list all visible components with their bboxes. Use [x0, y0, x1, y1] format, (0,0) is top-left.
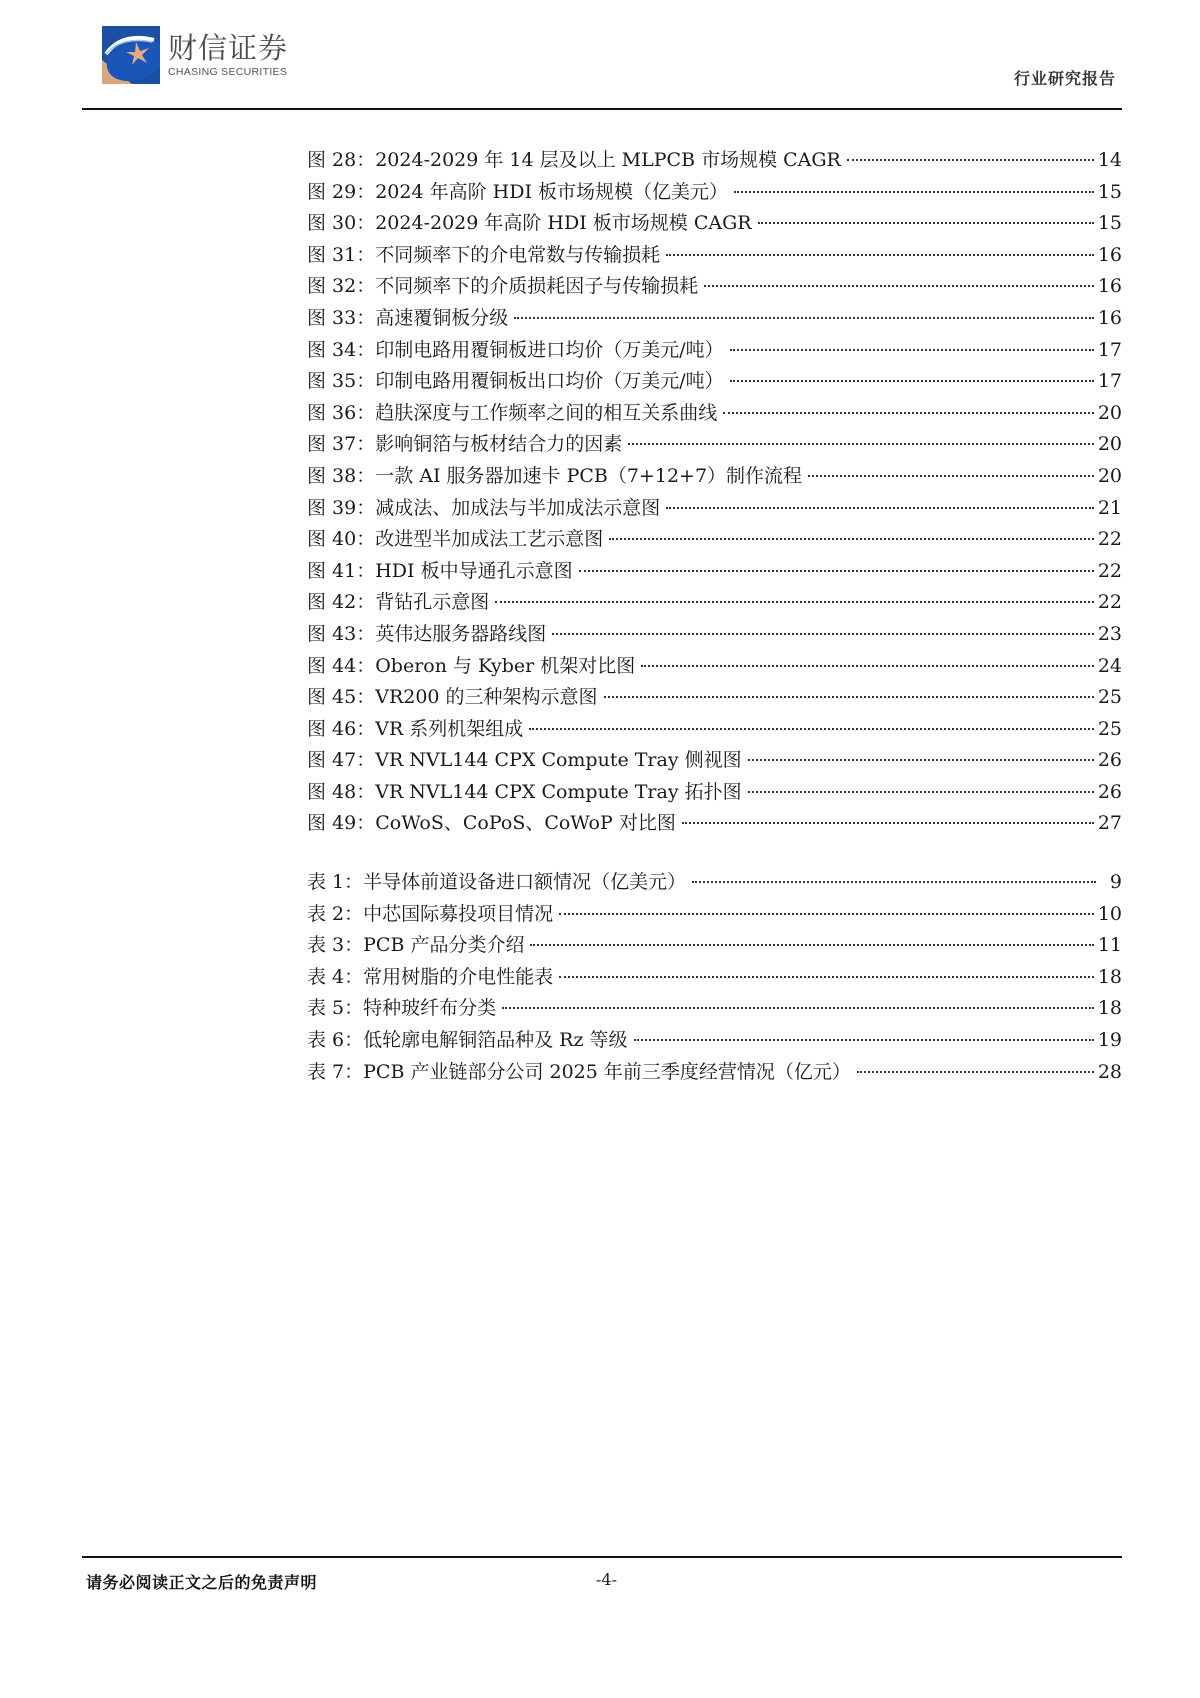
toc-entry-title[interactable]: CoWoS、CoPoS、CoWoP 对比图	[375, 812, 676, 835]
dot-leader	[666, 507, 1094, 509]
dot-leader	[730, 349, 1094, 351]
figure-toc-entry[interactable]	[307, 240, 1122, 272]
toc-page-number[interactable]: 20	[1097, 401, 1122, 424]
toc-page-number[interactable]: 16	[1097, 275, 1122, 298]
figure-toc-entry[interactable]	[307, 271, 1122, 303]
toc-entry-number: 图 30：	[307, 212, 376, 235]
toc-entry-number: 图 28：	[307, 149, 376, 171]
toc-entry-title[interactable]: 印制电路用覆铜板出口均价（万美元/吨）	[375, 370, 724, 393]
toc-page-number[interactable]: 9	[1109, 871, 1122, 893]
toc-entry-number: 图 39：	[307, 496, 376, 519]
figure-toc-entry[interactable]	[307, 208, 1122, 240]
toc-entry-title[interactable]: PCB 产业链部分公司 2025 年前三季度经营情况（亿元）	[363, 1060, 851, 1083]
toc-entry-title[interactable]: HDI 板中导通孔示意图	[375, 559, 573, 582]
figure-toc-entry[interactable]	[307, 556, 1122, 588]
figure-toc-entry[interactable]	[307, 714, 1122, 746]
toc-entry-number: 图 40：	[307, 528, 376, 551]
toc-entry-number: 图 41：	[307, 559, 376, 582]
toc-entry-title[interactable]: 英伟达服务器路线图	[375, 622, 547, 645]
toc-page-number[interactable]: 15	[1097, 180, 1122, 203]
page-header	[0, 0, 1200, 112]
toc-entry-title[interactable]: VR 系列机架组成	[375, 717, 524, 740]
figure-toc-entry[interactable]	[307, 777, 1122, 809]
figure-toc-entry[interactable]	[307, 524, 1122, 556]
toc-entry-number: 图 32：	[307, 275, 376, 298]
figure-toc-entry[interactable]	[307, 493, 1122, 525]
report-type-label: 行业研究报告	[1013, 69, 1116, 88]
dot-leader	[704, 285, 1094, 287]
toc-entry-title[interactable]: 改进型半加成法工艺示意图	[375, 528, 604, 551]
toc-entry-title[interactable]: 特种玻纤布分类	[363, 997, 497, 1020]
toc-page-number[interactable]: 10	[1097, 902, 1122, 925]
toc-page-number[interactable]: 22	[1097, 591, 1122, 614]
disclaimer-notice: 请务必阅读正文之后的免责声明	[86, 1573, 318, 1592]
table-toc-entry[interactable]	[307, 899, 1122, 931]
toc-entry-number: 图 38：	[307, 464, 376, 487]
toc-entry-number: 图 46：	[307, 717, 376, 740]
toc-page-number[interactable]: 18	[1097, 997, 1122, 1020]
table-toc-entry[interactable]	[307, 930, 1122, 962]
dot-leader	[559, 913, 1094, 915]
dot-leader	[758, 222, 1094, 224]
dot-leader	[692, 881, 1096, 883]
toc-entry-number: 图 42：	[307, 591, 376, 614]
toc-entry-number: 表 5：	[307, 997, 364, 1020]
dot-leader	[502, 1007, 1094, 1009]
figure-list	[307, 145, 1122, 840]
toc-entry-title[interactable]: 不同频率下的介电常数与传输损耗	[375, 243, 661, 266]
toc-entry-title[interactable]: 2024-2029 年高阶 HDI 板市场规模 CAGR	[375, 212, 752, 235]
toc-page-number[interactable]: 22	[1097, 559, 1122, 582]
toc-page-number[interactable]: 16	[1097, 243, 1122, 266]
toc-entry-number: 表 3：	[307, 934, 364, 957]
dot-leader	[559, 976, 1094, 978]
toc-page-number[interactable]: 17	[1097, 370, 1122, 393]
toc-page-number[interactable]: 27	[1097, 812, 1122, 835]
toc-page-number[interactable]: 16	[1097, 306, 1122, 329]
logo-mark-icon	[102, 26, 160, 84]
toc-entry-title[interactable]: 中芯国际募投项目情况	[363, 902, 554, 925]
dot-leader	[748, 791, 1094, 793]
figure-toc-entry[interactable]	[307, 177, 1122, 209]
figure-toc-entry[interactable]	[307, 366, 1122, 398]
toc-page-number[interactable]: 14	[1097, 149, 1122, 171]
toc-entry-number: 图 35：	[307, 370, 376, 393]
table-list	[307, 867, 1122, 1088]
dot-leader	[604, 696, 1094, 698]
toc-entry-number: 表 6：	[307, 1028, 364, 1051]
logo-english-name: CHASING SECURITIES	[168, 66, 288, 78]
toc-entry-number: 图 49：	[307, 812, 376, 835]
dot-leader	[682, 822, 1094, 824]
dot-leader	[808, 475, 1094, 477]
dot-leader	[628, 443, 1094, 445]
toc-entry-title[interactable]: 影响铜箔与板材结合力的因素	[375, 433, 623, 456]
figure-toc-entry[interactable]	[307, 429, 1122, 461]
toc-page-number[interactable]: 26	[1097, 749, 1122, 772]
toc-entry-number: 图 29：	[307, 180, 376, 203]
toc-page-number[interactable]: 17	[1097, 338, 1122, 361]
toc-entry-number: 图 48：	[307, 780, 376, 803]
toc-entry-title[interactable]: VR NVL144 CPX Compute Tray 拓扑图	[375, 780, 742, 803]
figure-toc-entry[interactable]	[307, 145, 1122, 177]
dot-leader	[730, 380, 1094, 382]
table-toc-entry[interactable]	[307, 867, 1122, 899]
logo-chinese-name: 财信证券	[168, 31, 289, 65]
toc-entry-title[interactable]: 低轮廓电解铜箔品种及 Rz 等级	[363, 1028, 628, 1051]
toc-page-number[interactable]: 24	[1097, 654, 1122, 677]
dot-leader	[748, 759, 1094, 761]
toc-entry-title[interactable]: 趋肤深度与工作频率之间的相互关系曲线	[375, 401, 718, 424]
dot-leader	[609, 538, 1094, 540]
header-divider	[82, 108, 1122, 110]
toc-entry-title[interactable]: PCB 产品分类介绍	[363, 934, 525, 957]
dot-leader	[666, 254, 1094, 256]
toc-entry-number: 表 4：	[307, 965, 364, 988]
toc-entry-number: 图 44：	[307, 654, 376, 677]
toc-page-number[interactable]: 19	[1097, 1028, 1122, 1051]
toc-entry-title[interactable]: 背钻孔示意图	[375, 591, 490, 614]
toc-page-number[interactable]: 28	[1097, 1060, 1122, 1083]
toc-entry-title[interactable]: 2024-2029 年 14 层及以上 MLPCB 市场规模 CAGR	[375, 149, 841, 171]
toc-entry-title[interactable]: 高速覆铜板分级	[375, 306, 509, 329]
toc-entry-number: 表 1：	[307, 871, 364, 893]
toc-entry-title[interactable]: VR NVL144 CPX Compute Tray 侧视图	[375, 749, 742, 772]
toc-entry-title[interactable]: 半导体前道设备进口额情况（亿美元）	[363, 871, 687, 893]
toc-page-number[interactable]: 18	[1097, 965, 1122, 988]
toc-entry-number: 图 37：	[307, 433, 376, 456]
figure-toc-entry[interactable]	[307, 619, 1122, 651]
toc-page-number[interactable]: 25	[1097, 717, 1122, 740]
dot-leader	[495, 601, 1094, 603]
figure-toc-entry[interactable]	[307, 682, 1122, 714]
figure-toc-entry[interactable]	[307, 398, 1122, 430]
toc-page-number[interactable]: 20	[1097, 464, 1122, 487]
dot-leader	[552, 633, 1094, 635]
figure-toc-entry[interactable]	[307, 808, 1122, 840]
dot-leader	[723, 412, 1094, 414]
footer-divider	[82, 1556, 1122, 1558]
toc-page-number[interactable]: 15	[1097, 212, 1122, 235]
figure-toc-entry[interactable]	[307, 461, 1122, 493]
figure-toc-entry[interactable]	[307, 651, 1122, 683]
table-toc-entry[interactable]	[307, 962, 1122, 994]
toc-entry-number: 图 43：	[307, 622, 376, 645]
table-toc-entry[interactable]	[307, 1025, 1122, 1057]
toc-page-number[interactable]: 23	[1097, 622, 1122, 645]
toc-entry-number: 图 45：	[307, 686, 376, 709]
dot-leader	[641, 665, 1094, 667]
toc-entry-number: 表 7：	[307, 1060, 364, 1083]
toc-entry-number: 图 33：	[307, 306, 376, 329]
toc-entry-number: 表 2：	[307, 902, 364, 925]
toc-page-number[interactable]: 22	[1097, 528, 1122, 551]
toc-entry-title[interactable]: 减成法、加成法与半加成法示意图	[375, 496, 661, 519]
dot-leader	[847, 159, 1094, 161]
figure-toc-entry[interactable]	[307, 587, 1122, 619]
dot-leader	[579, 570, 1094, 572]
toc-entry-title[interactable]: 2024 年高阶 HDI 板市场规模（亿美元）	[375, 180, 728, 203]
toc-entry-title[interactable]: Oberon 与 Kyber 机架对比图	[375, 654, 636, 677]
figure-toc-entry[interactable]	[307, 335, 1122, 367]
toc-entry-title[interactable]: 一款 AI 服务器加速卡 PCB（7+12+7）制作流程	[375, 464, 803, 487]
figure-toc-entry[interactable]	[307, 745, 1122, 777]
toc-entry-title[interactable]: VR200 的三种架构示意图	[375, 686, 598, 709]
toc-entry-title[interactable]: 印制电路用覆铜板进口均价（万美元/吨）	[375, 338, 724, 361]
toc-page-number[interactable]: 21	[1097, 496, 1122, 519]
toc-page-number[interactable]: 25	[1097, 686, 1122, 709]
toc-entry-number: 图 47：	[307, 749, 376, 772]
table-toc-entry[interactable]	[307, 993, 1122, 1025]
table-toc-entry[interactable]	[307, 1057, 1122, 1089]
dot-leader	[529, 728, 1094, 730]
toc-page-number[interactable]: 11	[1097, 934, 1122, 957]
dot-leader	[857, 1071, 1094, 1073]
toc-entry-number: 图 31：	[307, 243, 376, 266]
toc-entry-number: 图 34：	[307, 338, 376, 361]
dot-leader	[530, 944, 1093, 946]
toc-page-number[interactable]: 26	[1097, 780, 1122, 803]
dot-leader	[514, 317, 1094, 319]
toc-entry-number: 图 36：	[307, 401, 376, 424]
toc-entry-title[interactable]: 常用树脂的介电性能表	[363, 965, 554, 988]
page-number: -4-	[596, 1570, 617, 1589]
dot-leader	[734, 191, 1094, 193]
toc-entry-title[interactable]: 不同频率下的介质损耗因子与传输损耗	[375, 275, 699, 298]
figure-toc-entry[interactable]	[307, 303, 1122, 335]
company-logo	[102, 26, 288, 84]
dot-leader	[634, 1039, 1094, 1041]
toc-page-number[interactable]: 20	[1097, 433, 1122, 456]
